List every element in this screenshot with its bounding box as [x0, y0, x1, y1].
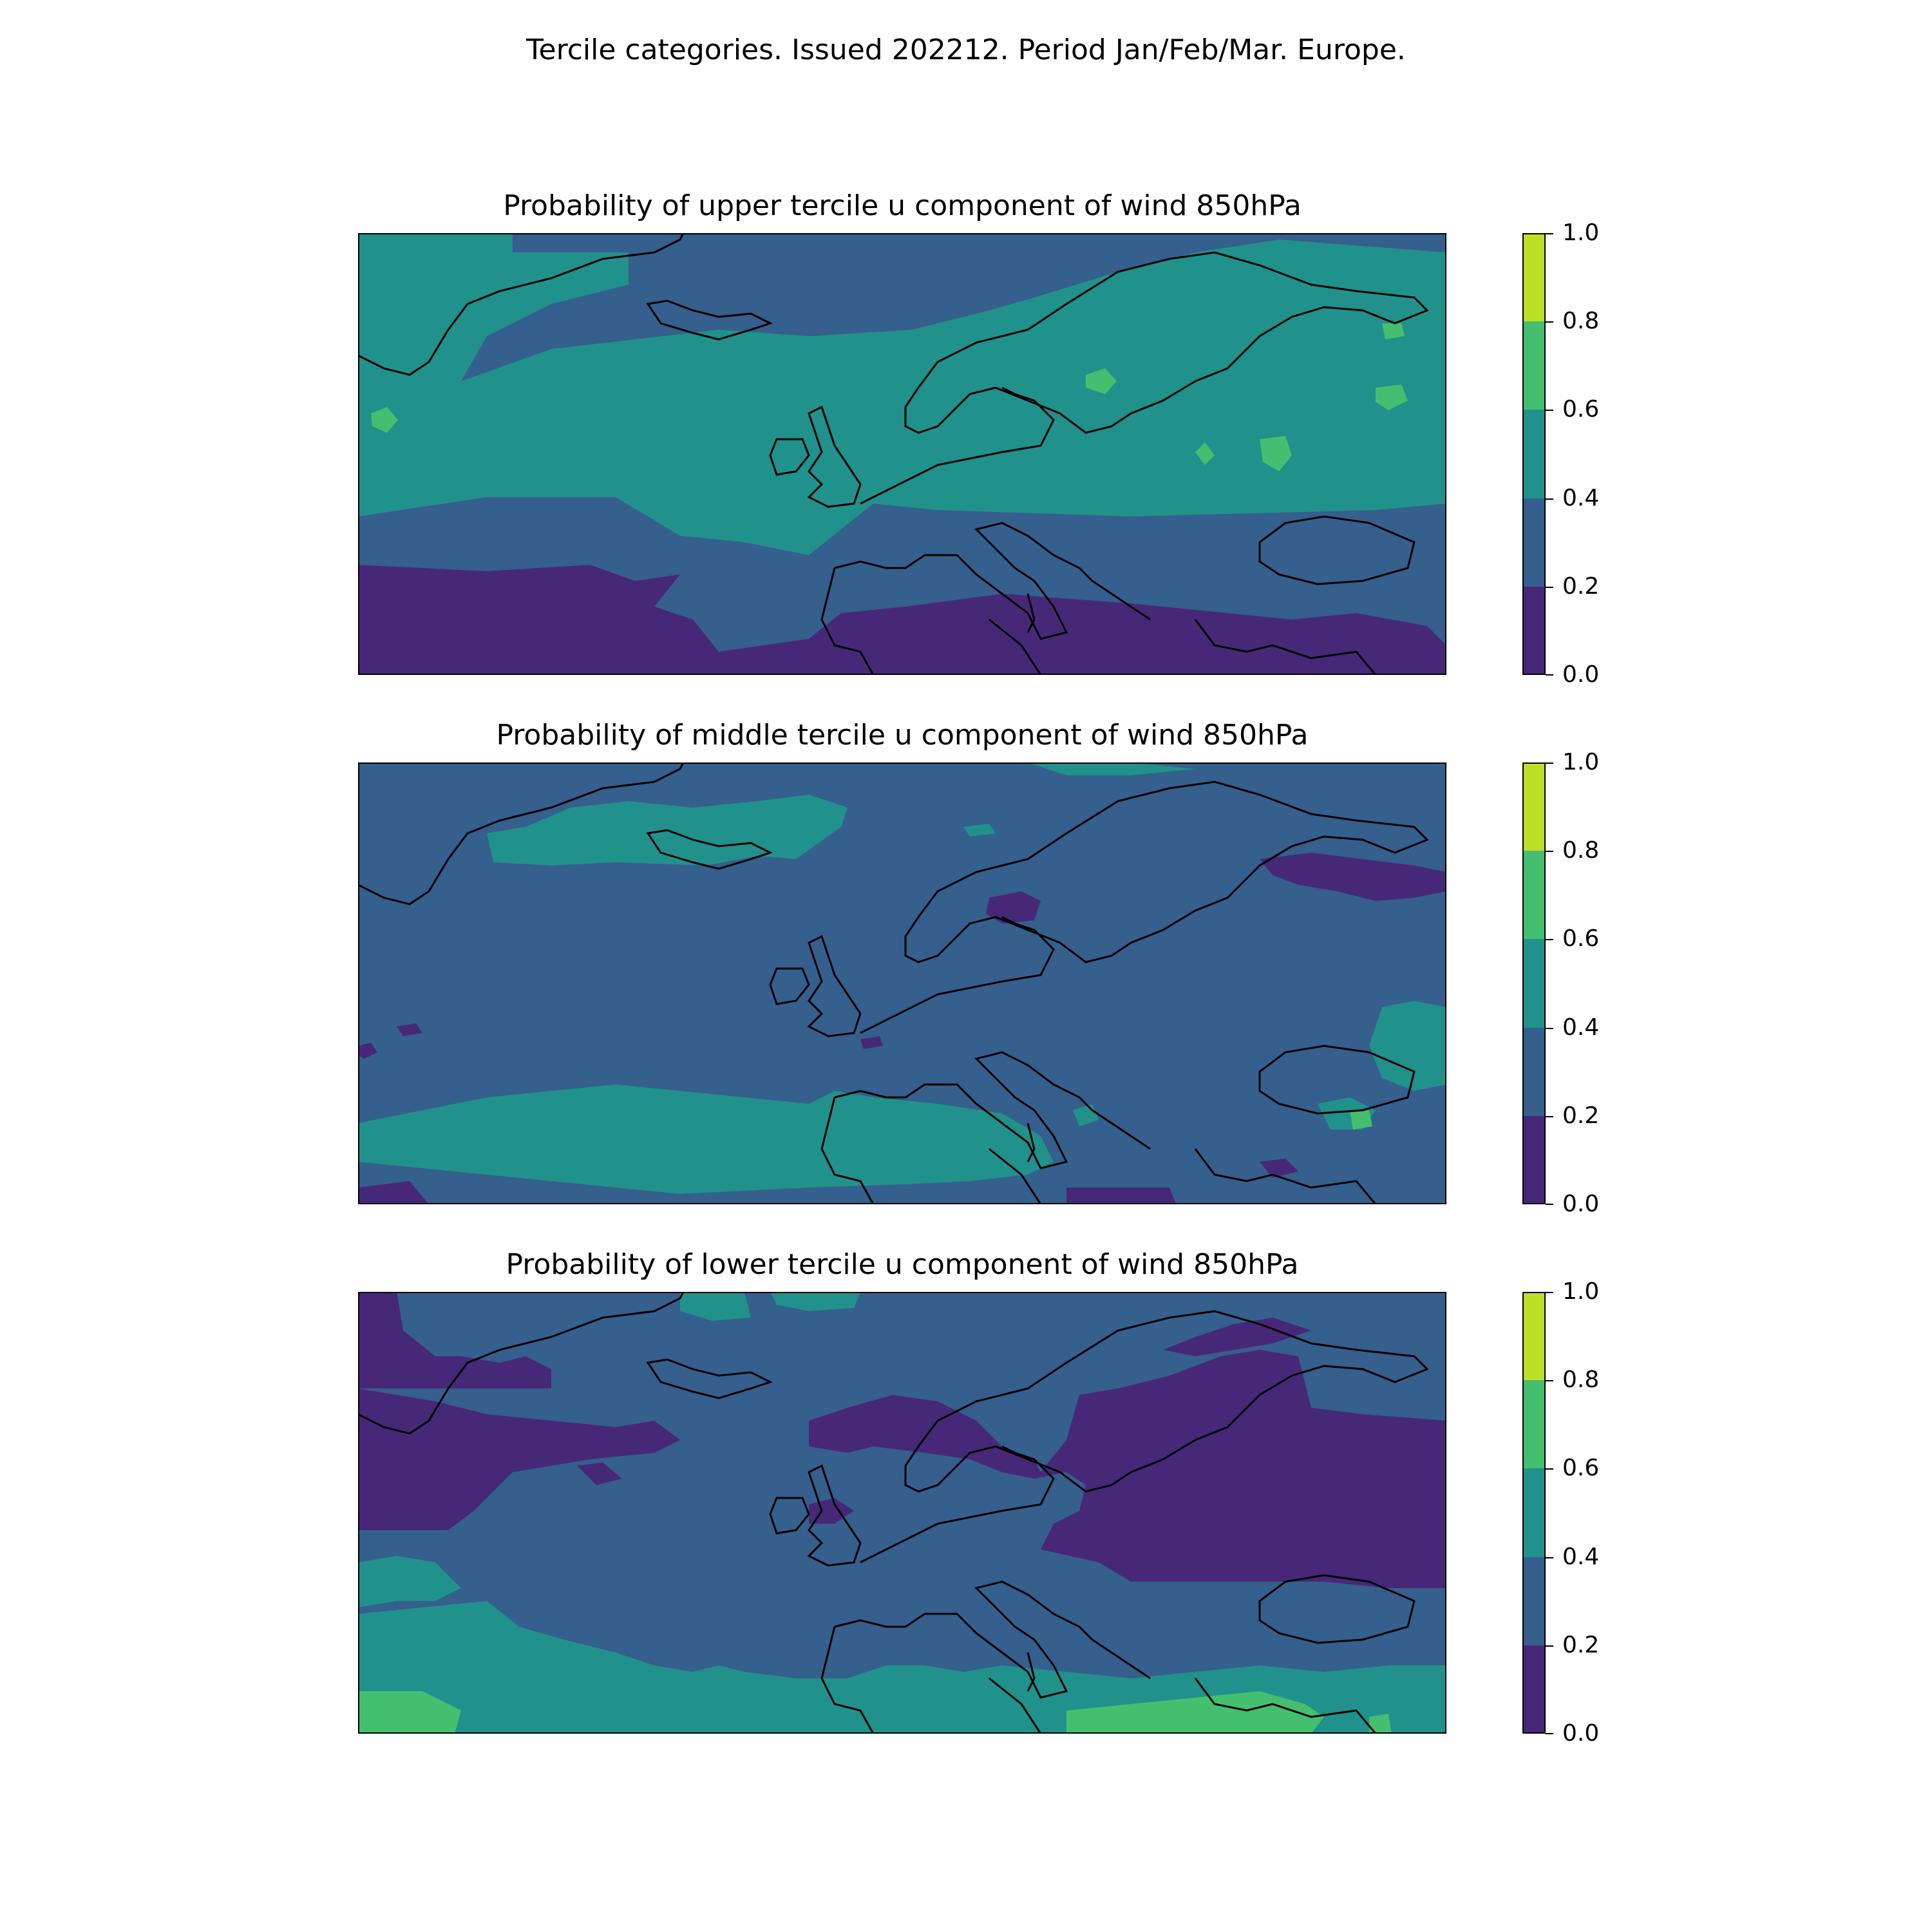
tick-mark: [1546, 321, 1553, 323]
colorbar-tick-label: 0.6: [1562, 1455, 1600, 1481]
figure-title: Tercile categories. Issued 202212. Period Jan/Feb/Mar. Europe.: [526, 33, 1406, 66]
tick-mark: [1546, 1557, 1553, 1558]
tick-mark: [1546, 233, 1553, 234]
colorbar-tick-label: 0.4: [1562, 1014, 1600, 1041]
map-upper-tercile: [358, 233, 1446, 675]
colorbar-lower: [1522, 1292, 1546, 1734]
region-0.0-0.2: [1066, 1188, 1176, 1204]
colorbar-tick-label: 1.0: [1562, 749, 1600, 775]
tick-mark: [1546, 498, 1553, 500]
colorbar-tick-label: 0.0: [1562, 661, 1600, 688]
tick-mark: [1546, 1204, 1553, 1205]
colorbar-middle: [1522, 762, 1546, 1204]
colorbar-tick-label: 0.8: [1562, 837, 1600, 864]
colorbar-tick-label: 1.0: [1562, 1278, 1600, 1305]
colorbar-tick-label: 0.8: [1562, 1367, 1600, 1393]
colorbar-tick-label: 0.2: [1562, 573, 1600, 600]
colorbar-tick-label: 0.2: [1562, 1632, 1600, 1658]
colorbar-tick-label: 0.4: [1562, 1544, 1600, 1570]
colorbar-tick-label: 0.6: [1562, 396, 1600, 422]
tick-mark: [1546, 762, 1553, 764]
region-0.6-0.8: [1350, 1110, 1372, 1130]
tick-mark: [1546, 410, 1553, 411]
tick-mark: [1546, 1645, 1553, 1647]
tick-mark: [1546, 674, 1553, 676]
map-middle-tercile: [358, 762, 1446, 1204]
tick-mark: [1546, 851, 1553, 852]
panel-title-upper: Probability of upper tercile u component of wind 850hPa: [503, 189, 1302, 222]
tick-mark: [1546, 587, 1553, 588]
colorbar-tick-label: 0.0: [1562, 1191, 1600, 1217]
colorbar-tick-label: 0.4: [1562, 485, 1600, 511]
tick-mark: [1546, 1116, 1553, 1117]
colorbar-tick-label: 0.0: [1562, 1720, 1600, 1747]
colorbar-tick-label: 0.2: [1562, 1103, 1600, 1129]
panel-title-middle: Probability of middle tercile u component of wind 850hPa: [496, 719, 1309, 752]
colorbar-tick-label: 1.0: [1562, 220, 1600, 246]
tick-mark: [1546, 1380, 1553, 1381]
tick-mark: [1546, 1468, 1553, 1470]
tick-mark: [1546, 1733, 1553, 1734]
colorbar-tick-label: 0.6: [1562, 925, 1600, 952]
colorbar-upper: [1522, 233, 1546, 675]
tick-mark: [1546, 1292, 1553, 1293]
map-lower-tercile: [358, 1292, 1446, 1734]
colorbar-tick-label: 0.8: [1562, 308, 1600, 334]
tick-mark: [1546, 939, 1553, 940]
panel-title-lower: Probability of lower tercile u component of wind 850hPa: [506, 1248, 1299, 1281]
tick-mark: [1546, 1028, 1553, 1029]
